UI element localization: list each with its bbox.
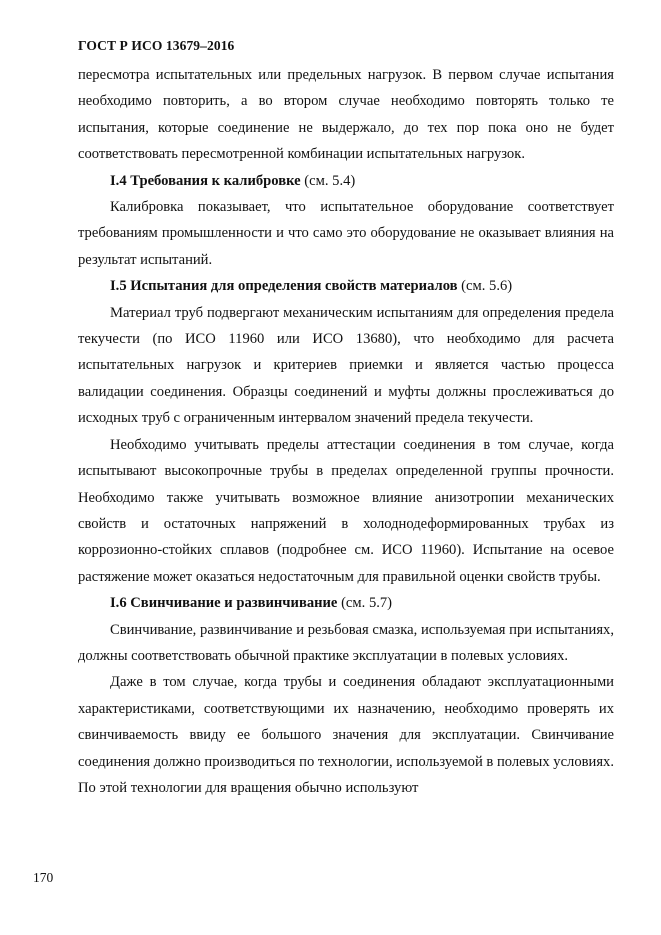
section-title: I.6 Свинчивание и развинчивание [110,595,338,612]
section-title: I.4 Требования к калибровке [110,172,301,189]
section-heading-i4 [78,168,614,194]
paragraph-continuation: пересмотра испытательных или предельных нагрузок. В первом случае испытания необходимо повторить, а во втором случае необходимо повторять только те испытания, которые соединение не выдержало, до тех пор пока оно не будет соответствовать пересмотренной комбинации испытательных нагрузок. [78,67,614,163]
paragraph-material-testing: Материал труб подвергают механическим испытаниям для определения предела текучести (по ИСО 11960 или ИСО 13680), что необходимо для расчета испытательных нагрузок и критериев приемки и является частью процесса валидации соединения. Образцы соединений и муфты должны прослеживаться до исходных труб с ограниченным интервалом значений предела текучести. [78,304,614,427]
section-reference: (см. 5.7) [337,595,393,612]
page-body [78,62,614,801]
section-reference: (см. 5.6) [457,278,513,295]
section-heading-i5 [78,273,614,299]
paragraph-calibration: Калибровка показывает, что испытательное оборудование соответствует требованиям промышленности и что само это оборудование не оказывает влияния на результат испытаний. [78,199,614,268]
paragraph-makeability: Даже в том случае, когда трубы и соединения обладают эксплуатационными характеристиками, соответствующими их назначению, необходимо проверять их свинчиваемость ввиду ее большого значения для эксплуатации. Свинчивание соединения должно производиться по технологии, используемой в полевых условиях. По этой технологии для вращения обычно используют [78,674,614,796]
section-title: I.5 Испытания для определения свойств материалов [110,278,458,295]
page-number: 170 [33,870,54,885]
section-heading-i6 [78,590,614,616]
paragraph-qualification-limits: Необходимо учитывать пределы аттестации соединения в том случае, когда испытывают высокопрочные трубы в пределах определенной группы прочности. Необходимо также учитывать возможное влияние анизотропии механических свойств и остаточных напряжений в холоднодеформированных трубах из коррозионно-стойких сплавов (подробнее см. ИСО 11960). Испытание на осевое растяжение может оказаться недостаточным для правильной оценки свойств трубы. [78,436,614,585]
paragraph-makeup-breakout: Свинчивание, развинчивание и резьбовая смазка, используемая при испытаниях, должны соответствовать обычной практике эксплуатации в полевых условиях. [78,621,614,664]
document-header: ГОСТ Р ИСО 13679–2016 [78,38,235,53]
section-reference: (см. 5.4) [300,172,356,189]
